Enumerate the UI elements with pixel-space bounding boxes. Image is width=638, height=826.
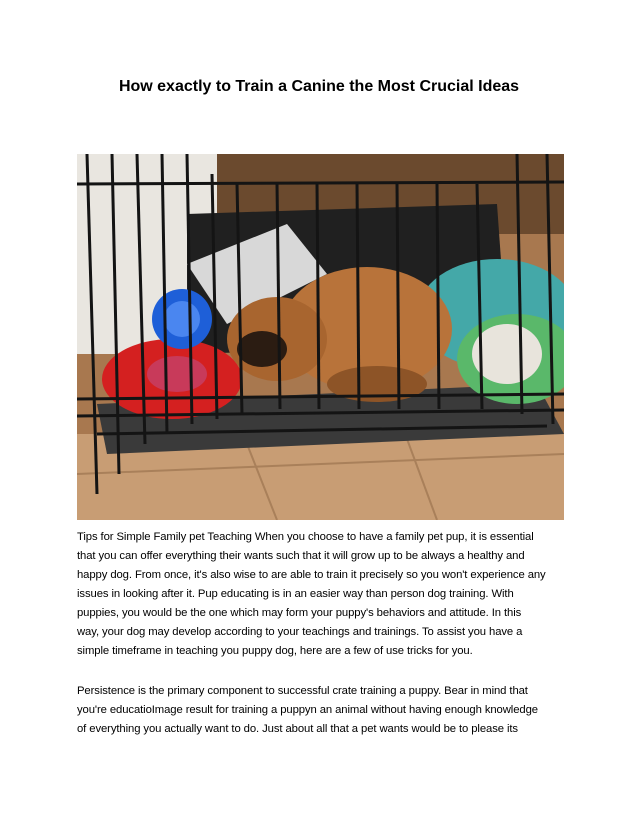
body-paragraph-1 xyxy=(77,528,567,661)
paragraph-line: issues in looking after it. Pup educating is in an easier way than person dog training. With xyxy=(77,588,514,600)
paragraph-line: way, your dog may develop according to your teachings and trainings. To assist you have a xyxy=(77,626,523,638)
paragraph-line: Tips for Simple Family pet Teaching When you choose to have a family pet pup, it is essential xyxy=(77,531,534,543)
paragraph-line: happy dog. From once, it's also wise to are able to train it precisely so you won't experience any xyxy=(77,569,546,581)
paragraph-line: puppies, you would be the one which may form your puppy's behaviors and attitude. In this xyxy=(77,607,522,619)
paragraph-line: that you can offer everything their wants such that it will grow up to be always a healthy and xyxy=(77,550,525,562)
paragraph-line: of everything you actually want to do. Just about all that a pet wants would be to please its xyxy=(77,723,518,735)
paragraph-line: you're educatioImage result for training a puppyn an animal without having enough knowledge xyxy=(77,704,538,716)
paragraph-line: simple timeframe in teaching you puppy dog, here are a few of use tricks for you. xyxy=(77,645,473,657)
puppy-crate-photo xyxy=(77,154,564,520)
body-paragraph-2 xyxy=(77,682,567,739)
page-title: How exactly to Train a Canine the Most Crucial Ideas xyxy=(118,78,520,95)
paragraph-line: Persistence is the primary component to successful crate training a puppy. Bear in mind that xyxy=(77,685,528,697)
